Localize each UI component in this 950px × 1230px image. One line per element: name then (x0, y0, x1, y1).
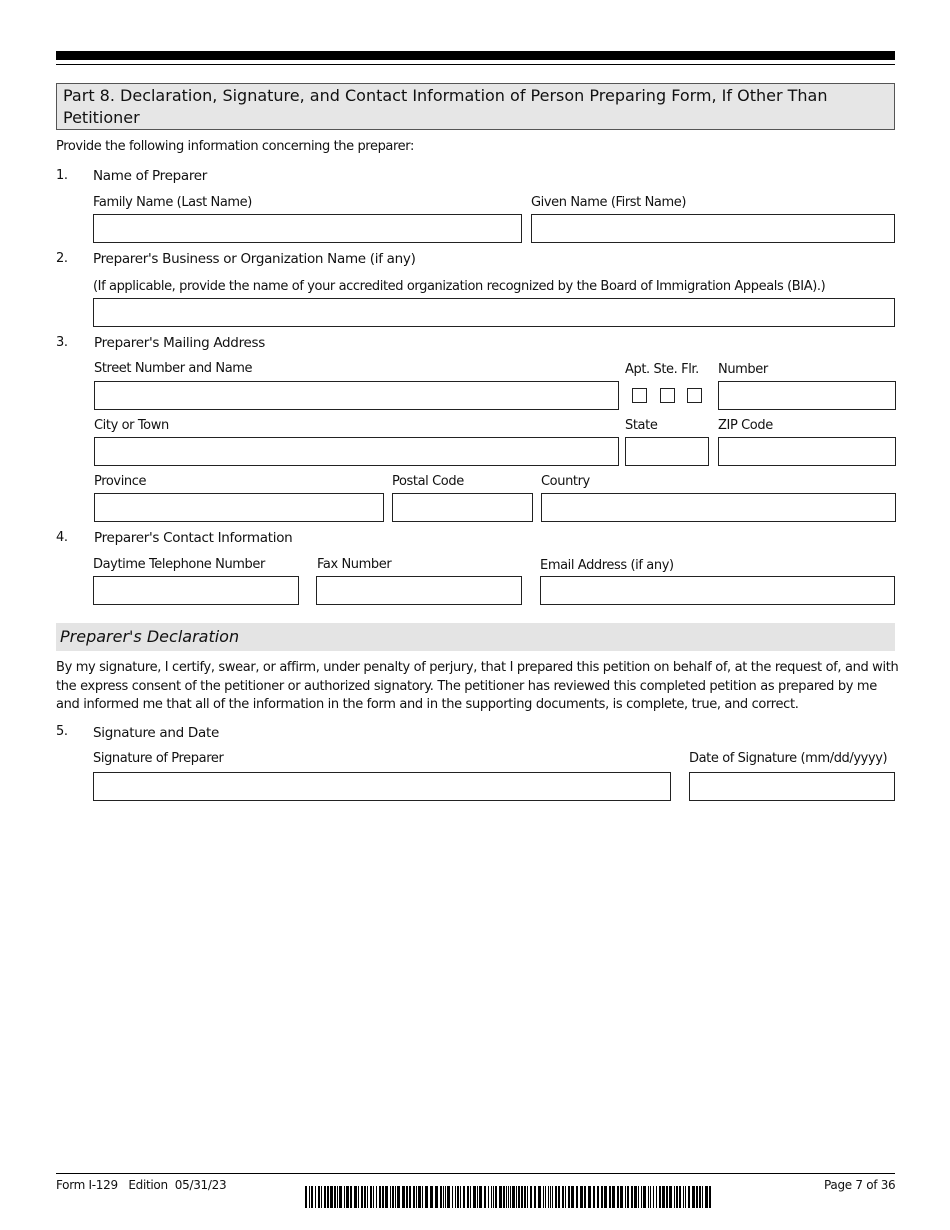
barcode-bar (562, 1186, 564, 1208)
barcode-bar (512, 1186, 515, 1208)
q4-number: 4. (56, 530, 68, 545)
unit-number-field[interactable] (718, 381, 896, 410)
barcode-bar (638, 1186, 639, 1208)
barcode-bar (576, 1186, 578, 1208)
barcode-bar (552, 1186, 553, 1208)
barcode-bar (617, 1186, 619, 1208)
barcode-bar (364, 1186, 366, 1208)
fax-field[interactable] (316, 576, 522, 605)
barcode-bar (604, 1186, 607, 1208)
fax-label: Fax Number (317, 557, 392, 572)
barcode-bar (565, 1186, 566, 1208)
email-label: Email Address (if any) (540, 558, 674, 573)
barcode-bar (659, 1186, 661, 1208)
q2-number: 2. (56, 251, 68, 266)
barcode-bar (676, 1186, 678, 1208)
barcode-bar (558, 1186, 560, 1208)
ste-checkbox[interactable] (660, 388, 675, 403)
barcode-bar (392, 1186, 394, 1208)
street-label: Street Number and Name (94, 361, 253, 376)
barcode-bar (406, 1186, 408, 1208)
barcode-bar (397, 1186, 400, 1208)
barcode-bar (422, 1186, 423, 1208)
postal-label: Postal Code (392, 474, 464, 489)
barcode-bar (413, 1186, 415, 1208)
barcode-bar (666, 1186, 668, 1208)
phone-label: Daytime Telephone Number (93, 557, 265, 572)
barcode-bar (416, 1186, 417, 1208)
barcode-bar (679, 1186, 681, 1208)
barcode-bar (467, 1186, 469, 1208)
top-rule-thick (56, 51, 895, 60)
barcode-bar (550, 1186, 551, 1208)
state-label: State (625, 418, 658, 433)
barcode-bar (656, 1186, 657, 1208)
barcode-bar (382, 1186, 384, 1208)
barcode-bar (534, 1186, 536, 1208)
barcode-bar (367, 1186, 368, 1208)
signature-date-field[interactable] (689, 772, 895, 801)
q3-label: Preparer's Mailing Address (94, 335, 266, 351)
barcode-bar (440, 1186, 442, 1208)
given-name-label: Given Name (First Name) (531, 195, 687, 210)
number-label: Number (718, 362, 768, 377)
barcode-bar (499, 1186, 502, 1208)
barcode-bar (488, 1186, 489, 1208)
barcode-bar (346, 1186, 349, 1208)
barcode-bar (688, 1186, 690, 1208)
city-field[interactable] (94, 437, 619, 466)
barcode-bar (705, 1186, 708, 1208)
barcode-bar (506, 1186, 507, 1208)
barcode-bar (455, 1186, 456, 1208)
barcode-bar (491, 1186, 492, 1208)
barcode-bar (430, 1186, 433, 1208)
family-name-field[interactable] (93, 214, 522, 243)
barcode-bar (580, 1186, 583, 1208)
q1-label: Name of Preparer (93, 168, 208, 184)
province-label: Province (94, 474, 147, 489)
barcode-bar (337, 1186, 338, 1208)
barcode-bar (315, 1186, 316, 1208)
barcode-bar (648, 1186, 649, 1208)
barcode-bar (445, 1186, 446, 1208)
barcode-bar (650, 1186, 651, 1208)
barcode-bar (510, 1186, 511, 1208)
barcode-bar (376, 1186, 377, 1208)
barcode-bar (435, 1186, 438, 1208)
country-field[interactable] (541, 493, 896, 522)
top-rule-thin (56, 64, 895, 65)
date-label: Date of Signature (mm/dd/yyyy) (689, 751, 888, 766)
barcode-bar (588, 1186, 591, 1208)
barcode-bar (518, 1186, 520, 1208)
q2-note: (If applicable, provide the name of your accredited organization recognized by the Board of Immigration Appeals (BIA).) (93, 279, 826, 294)
barcode-bar (609, 1186, 611, 1208)
signature-label: Signature of Preparer (93, 751, 224, 766)
barcode-bar (385, 1186, 388, 1208)
barcode-bar (555, 1186, 557, 1208)
barcode-bar (612, 1186, 615, 1208)
barcode-bar (373, 1186, 374, 1208)
signature-field[interactable] (93, 772, 671, 801)
barcode-bar (361, 1186, 363, 1208)
email-field[interactable] (540, 576, 895, 605)
barcode-bar (460, 1186, 461, 1208)
province-field[interactable] (94, 493, 384, 522)
barcode (305, 1186, 715, 1208)
barcode-bar (324, 1186, 326, 1208)
zip-label: ZIP Code (718, 418, 773, 433)
barcode-bar (568, 1186, 570, 1208)
part8-header: Part 8. Declaration, Signature, and Contact Information of Person Preparing Form, If Other Than Petitioner (56, 83, 895, 130)
barcode-bar (674, 1186, 675, 1208)
barcode-bar (309, 1186, 310, 1208)
barcode-bar (330, 1186, 333, 1208)
barcode-bar (692, 1186, 695, 1208)
barcode-bar (584, 1186, 586, 1208)
barcode-bar (709, 1186, 711, 1208)
declaration-heading: Preparer's Declaration (56, 623, 895, 651)
barcode-bar (696, 1186, 698, 1208)
barcode-bar (395, 1186, 396, 1208)
barcode-bar (390, 1186, 391, 1208)
barcode-bar (508, 1186, 509, 1208)
q2-label: Preparer's Business or Organization Name (if any) (93, 251, 416, 267)
barcode-bar (370, 1186, 372, 1208)
apt-checkbox[interactable] (632, 388, 647, 403)
barcode-bar (620, 1186, 623, 1208)
barcode-bar (477, 1186, 478, 1208)
barcode-bar (669, 1186, 672, 1208)
country-label: Country (541, 474, 590, 489)
flr-checkbox[interactable] (687, 388, 702, 403)
barcode-bar (305, 1186, 307, 1208)
given-name-field[interactable] (531, 214, 895, 243)
apt-ste-flr-label: Apt. Ste. Flr. (625, 362, 699, 377)
barcode-bar (473, 1186, 476, 1208)
barcode-bar (425, 1186, 428, 1208)
barcode-bar (530, 1186, 532, 1208)
barcode-bar (447, 1186, 450, 1208)
barcode-bar (479, 1186, 482, 1208)
barcode-bar (521, 1186, 523, 1208)
barcode-bar (379, 1186, 381, 1208)
state-select[interactable] (625, 437, 709, 466)
barcode-bar (543, 1186, 544, 1208)
declaration-text: By my signature, I certify, swear, or affirm, under penalty of perjury, that I prepared this petition on behalf of, at the request of, and with the express consent of the petitioner or authorized signatory. The petitioner has reviewed this completed petition as prepared by me and informed me that all of the information in the form and in the supporting documents, is complete, true, and correct. (56, 660, 899, 712)
page-number: Page 7 of 36 (824, 1178, 896, 1192)
barcode-bar (653, 1186, 654, 1208)
zip-field[interactable] (718, 437, 896, 466)
barcode-bar (495, 1186, 497, 1208)
q5-number: 5. (56, 724, 68, 739)
barcode-bar (702, 1186, 703, 1208)
q5-label: Signature and Date (93, 725, 219, 741)
family-name-label: Family Name (Last Name) (93, 195, 252, 210)
intro-text: Provide the following information concerning the preparer: (56, 139, 414, 154)
barcode-bar (662, 1186, 665, 1208)
barcode-bar (402, 1186, 405, 1208)
barcode-bar (527, 1186, 528, 1208)
barcode-bar (593, 1186, 595, 1208)
form-edition: Form I-129 Edition 05/31/23 (56, 1178, 227, 1192)
barcode-bar (548, 1186, 549, 1208)
barcode-bar (545, 1186, 546, 1208)
barcode-bar (643, 1186, 646, 1208)
footer-rule (56, 1173, 895, 1174)
q4-label: Preparer's Contact Information (94, 530, 293, 546)
barcode-bar (685, 1186, 686, 1208)
barcode-bar (641, 1186, 642, 1208)
barcode-bar (318, 1186, 320, 1208)
barcode-bar (334, 1186, 336, 1208)
barcode-bar (524, 1186, 526, 1208)
barcode-bar (321, 1186, 322, 1208)
barcode-bar (503, 1186, 505, 1208)
barcode-bar (484, 1186, 486, 1208)
city-label: City or Town (94, 418, 169, 433)
barcode-bar (634, 1186, 637, 1208)
barcode-bar (470, 1186, 471, 1208)
barcode-bar (354, 1186, 357, 1208)
barcode-bar (358, 1186, 359, 1208)
barcode-bar (631, 1186, 633, 1208)
barcode-bar (571, 1186, 574, 1208)
barcode-bar (339, 1186, 342, 1208)
barcode-bar (463, 1186, 465, 1208)
postal-code-field[interactable] (392, 493, 533, 522)
barcode-bar (597, 1186, 599, 1208)
q3-number: 3. (56, 335, 68, 350)
barcode-bar (418, 1186, 421, 1208)
barcode-bar (344, 1186, 345, 1208)
q1-number: 1. (56, 168, 68, 183)
barcode-bar (452, 1186, 453, 1208)
barcode-bar (350, 1186, 352, 1208)
barcode-bar (625, 1186, 626, 1208)
barcode-bar (538, 1186, 541, 1208)
street-field[interactable] (94, 381, 619, 410)
barcode-bar (493, 1186, 494, 1208)
barcode-bar (601, 1186, 603, 1208)
phone-field[interactable] (93, 576, 299, 605)
barcode-bar (311, 1186, 313, 1208)
barcode-bar (327, 1186, 329, 1208)
barcode-bar (457, 1186, 459, 1208)
barcode-bar (627, 1186, 629, 1208)
organization-name-field[interactable] (93, 298, 895, 327)
barcode-bar (683, 1186, 684, 1208)
barcode-bar (409, 1186, 411, 1208)
barcode-bar (699, 1186, 701, 1208)
barcode-bar (516, 1186, 517, 1208)
barcode-bar (443, 1186, 444, 1208)
